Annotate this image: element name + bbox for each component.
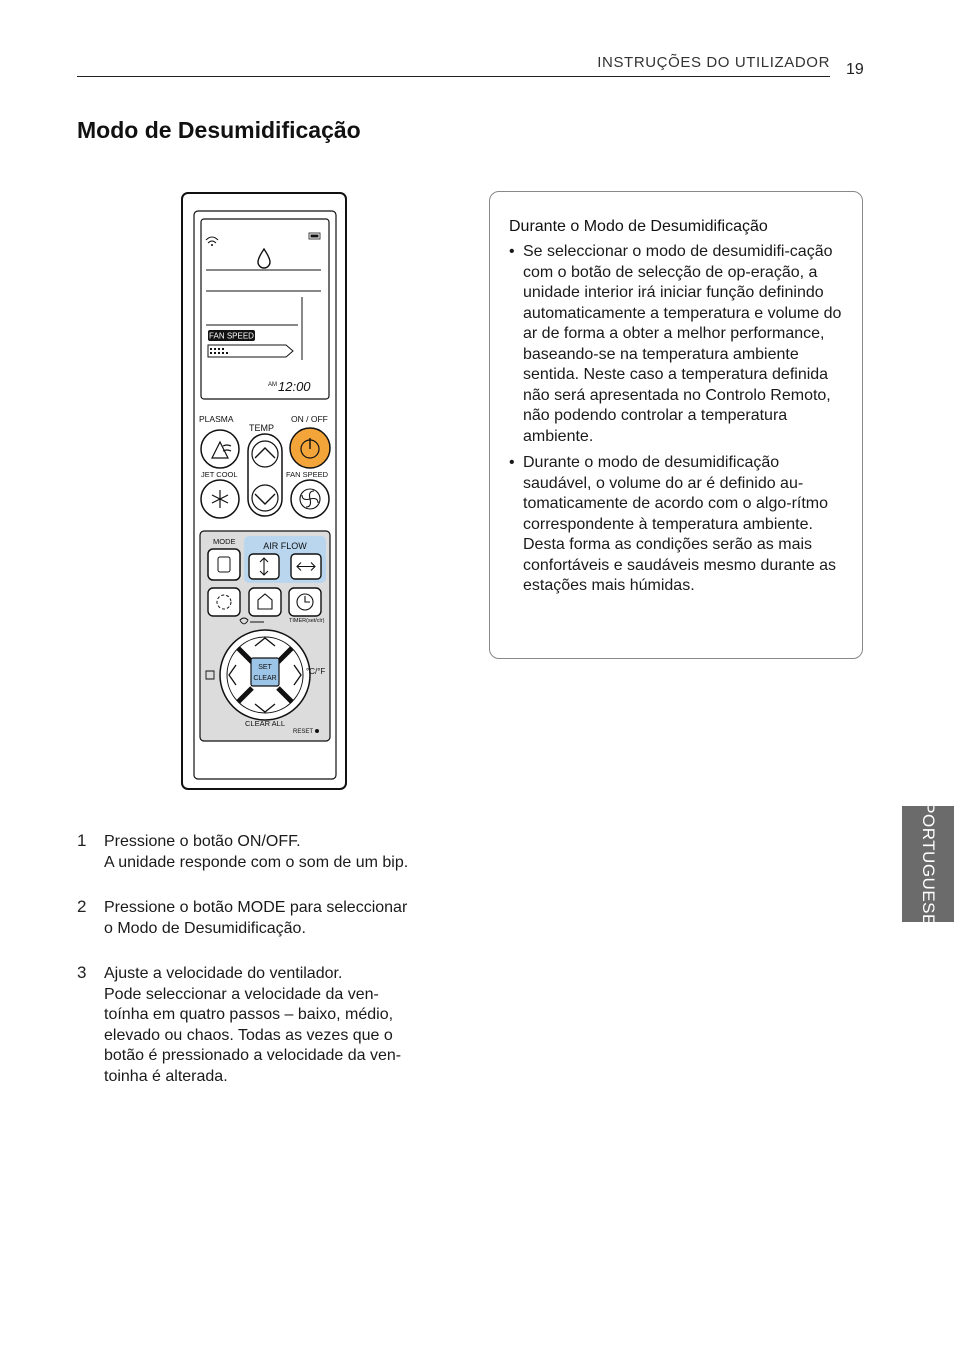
label-clear-all: CLEAR ALL (244, 719, 286, 728)
mode-button (208, 549, 240, 580)
label-jet-cool: JET COOL (201, 470, 238, 479)
label-temp-unit: °C/°F (306, 667, 326, 676)
header-rule (77, 76, 830, 77)
language-tab-label: PORTUGUESE (919, 802, 938, 926)
step-text: Ajuste a velocidade do ventilador. Pode seleccionar a velocidade da ven- toínha em quatro passos – baixo, médio, elevado ou chaos. Todas as vezes que o botão é pressionado a velocidade da ven- toinha é alterada. (104, 965, 402, 1085)
label-timer: TIMER(set/clr) (289, 618, 325, 624)
remote-display (201, 219, 329, 399)
fan-icon (300, 489, 320, 509)
step-1 (77, 832, 467, 873)
label-temp: TEMP (249, 423, 275, 433)
step-number: 1 (77, 831, 87, 850)
info-bullet-1: • Se seleccionar o modo de desumidifi-cação com o botão de selecção de op-eração, a unidade interior irá iniciar função definindo automaticamente a temperatura e volume do ar de forma a obter a melhor performance, baseando-se na temperatura ambiente sentida. Neste caso a temperatura definida não será apresentada no Controlo Remoto, não podendo controlar a temperatura ambiente. (509, 242, 842, 447)
label-plasma: PLASMA (199, 414, 234, 424)
info-box-list (509, 242, 842, 597)
label-air-flow: AIR FLOW (263, 541, 307, 551)
page-number: 19 (846, 61, 864, 78)
display-time: 12:00 (278, 379, 311, 394)
remote-illustration (178, 188, 350, 799)
header-section-label: INSTRUÇÕES DO UTILIZADOR (597, 54, 830, 71)
language-tab[interactable] (902, 802, 954, 926)
step-number: 2 (77, 897, 87, 916)
label-mode: MODE (213, 537, 236, 546)
label-on-off: ON / OFF (291, 414, 328, 424)
display-am-pm: AM (268, 382, 277, 388)
temp-up-button (252, 441, 278, 467)
info-box (489, 191, 863, 659)
label-fan-speed: FAN SPEED (286, 470, 329, 479)
step-3 (77, 964, 467, 1087)
label-reset: RESET (293, 729, 314, 735)
step-2 (77, 898, 467, 939)
reset-dot (315, 729, 319, 733)
label-clear: CLEAR (253, 675, 277, 682)
function-button (208, 588, 240, 616)
step-text: Pressione o botão ON/OFF. A unidade responde com o som de um bip. (104, 833, 409, 871)
display-fan-speed: FAN SPEED (209, 331, 254, 341)
info-box-heading: Durante o Modo de Desumidificação (509, 218, 768, 235)
temp-down-button (252, 485, 278, 511)
info-bullet-2: • Durante o modo de desumidificação saudável, o volume do ar é definido au-tomaticamente de acordo com o algo-rítmo correspondente à temperatura ambiente. Desta forma as condições serão as mais confortáveis e saudáveis mesmo durante as estações mais húmidas. (509, 453, 842, 597)
page-title: Modo de Desumidificação (77, 117, 361, 143)
step-text: Pressione o botão MODE para seleccionar o Modo de Desumidificação. (104, 899, 408, 937)
step-number: 3 (77, 963, 87, 982)
home-button (249, 588, 281, 616)
steps-list (77, 832, 467, 1112)
label-set: SET (258, 664, 272, 671)
plasma-button (201, 430, 239, 468)
